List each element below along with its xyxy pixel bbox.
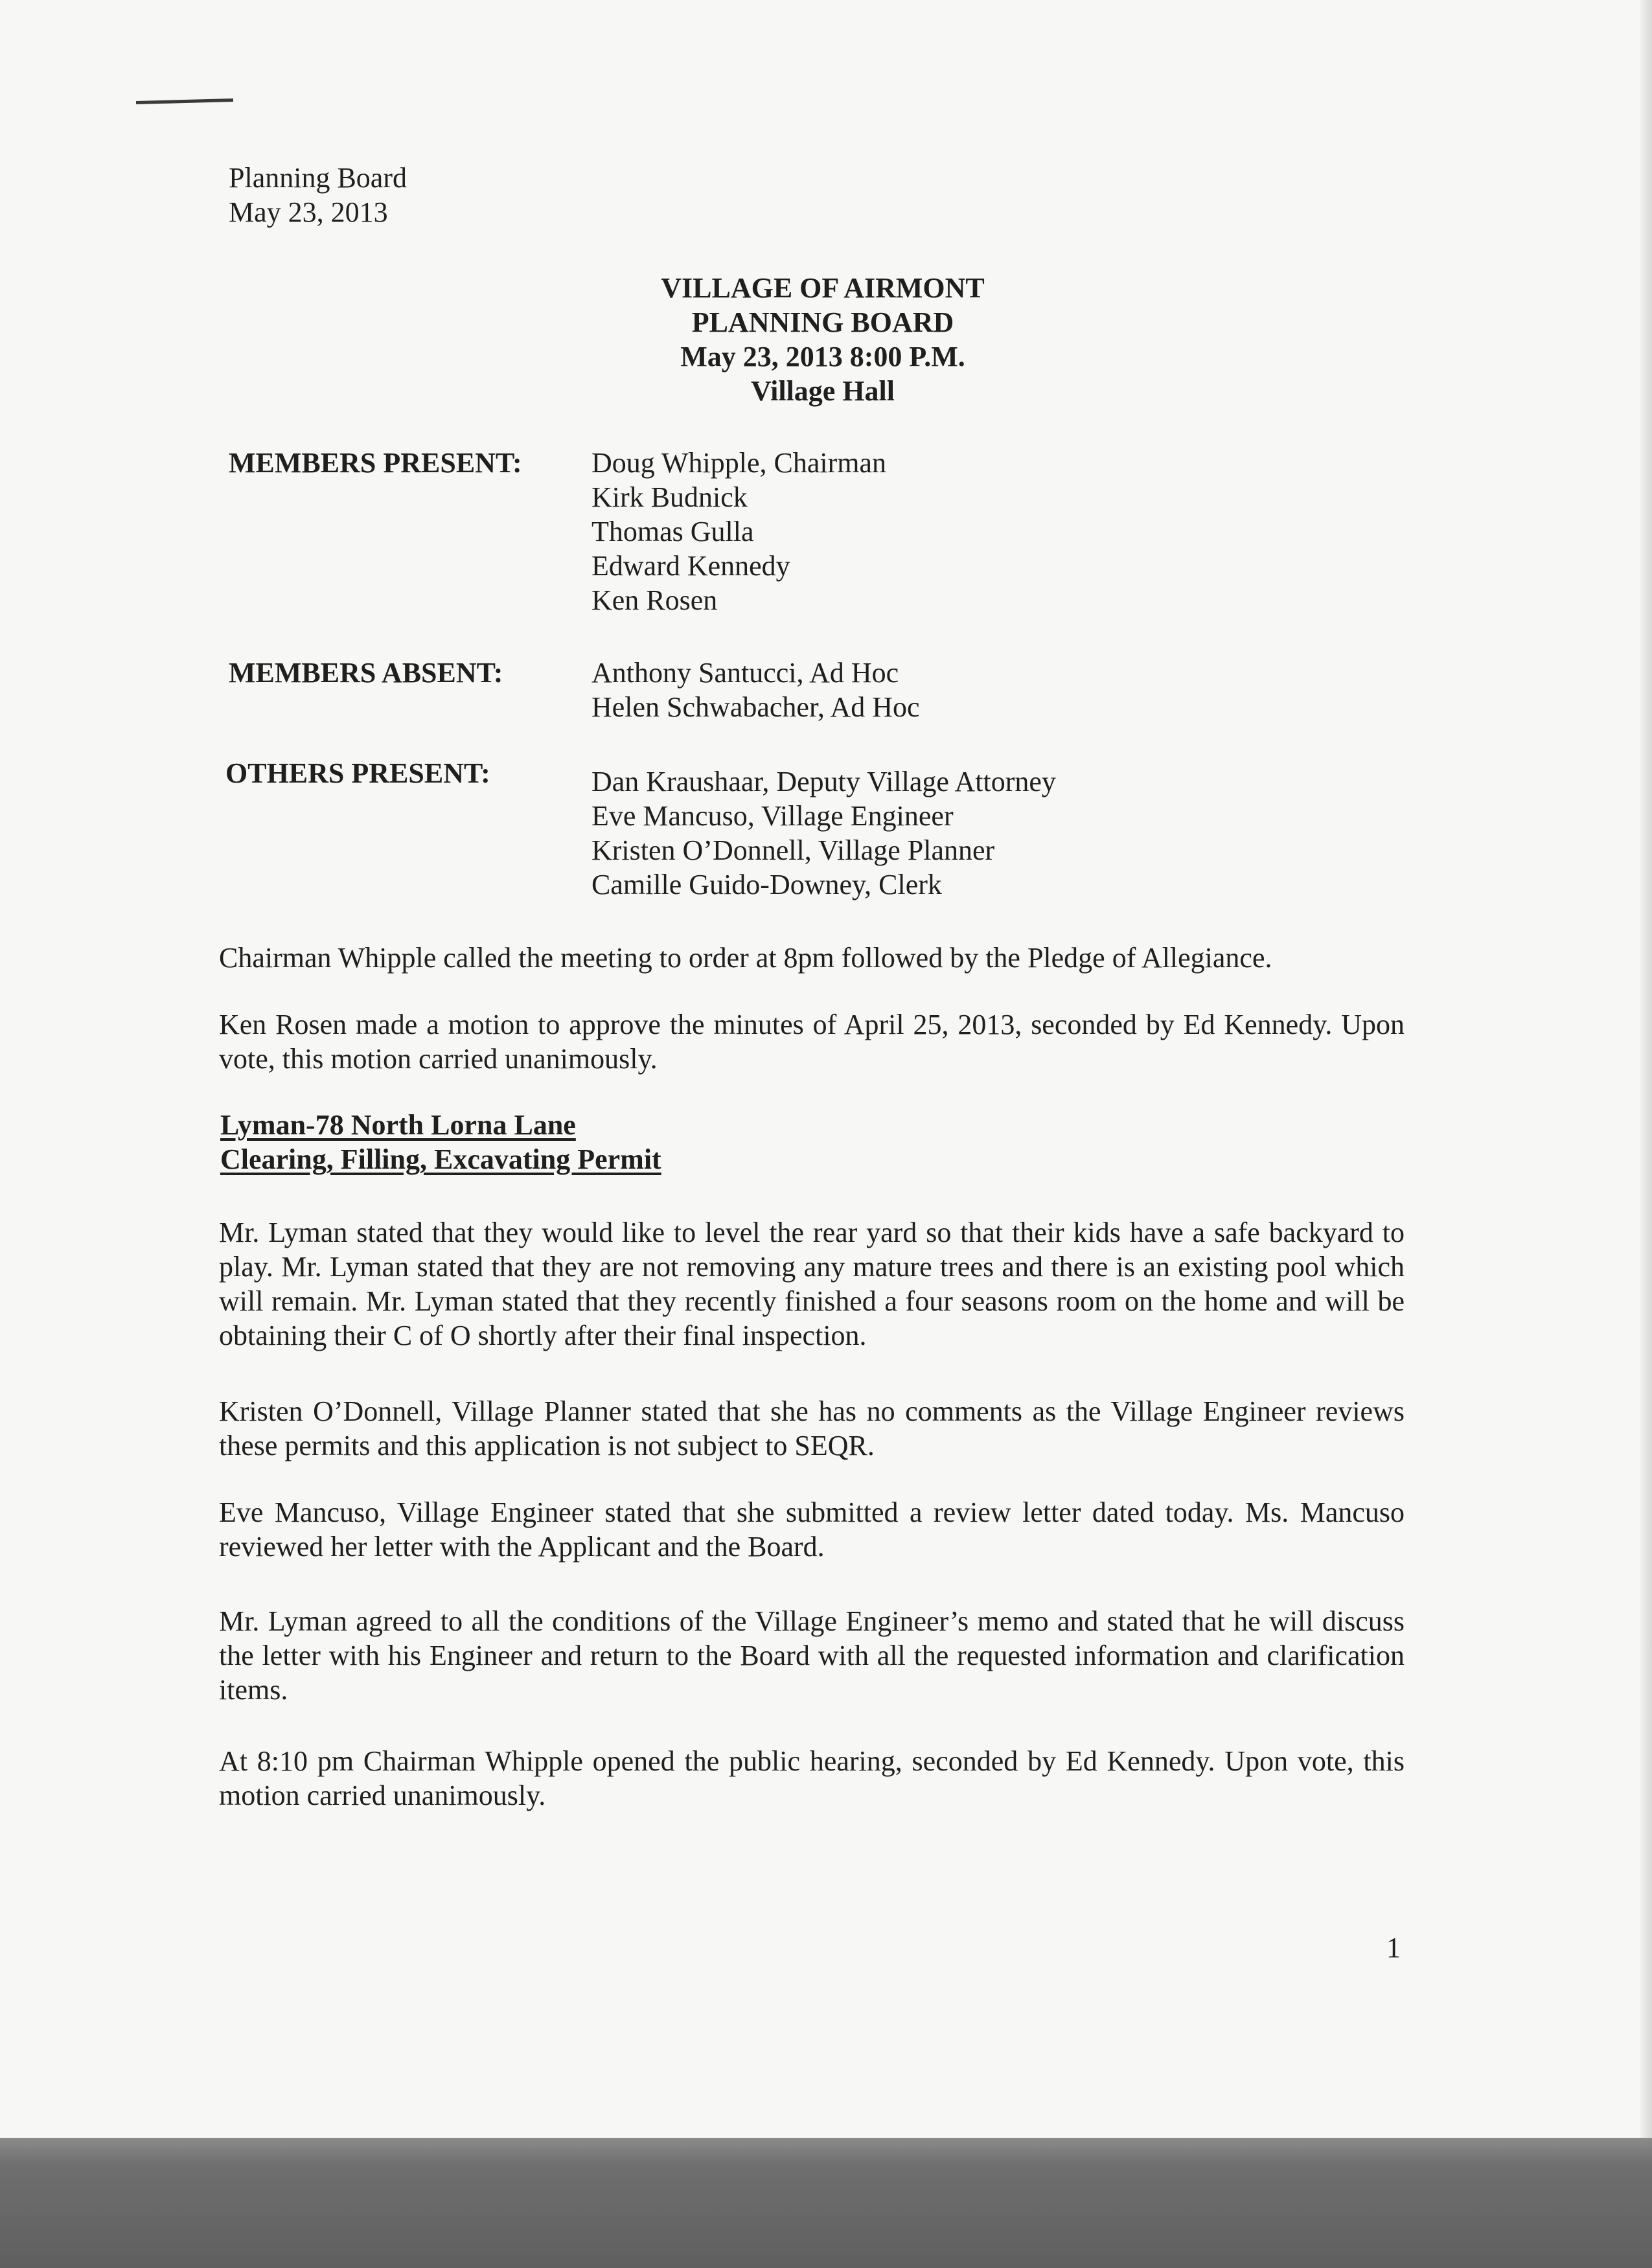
member-present-item: Ken Rosen <box>591 584 718 616</box>
member-absent-item: Helen Schwabacher, Ad Hoc <box>591 691 920 723</box>
paragraph-applicant-statement: Mr. Lyman stated that they would like to level the rear yard so that their kids have a safe backyard to play. Mr. Lyman stated that they are not removing any mature trees and there is an existing pool which will remain. Mr. Lyman stated that they recently finished a four seasons room on the home and will be obtaining their C of O shortly after their final inspection. <box>219 1217 1405 1351</box>
title-location: Village Hall <box>750 375 895 407</box>
section-title: Lyman-78 North Lorna Lane <box>220 1109 576 1141</box>
other-present-item: Kristen O’Donnell, Village Planner <box>591 834 995 866</box>
header-board-name: Planning Board <box>229 162 407 194</box>
page-number: 1 <box>1386 1932 1401 1964</box>
paragraph-minutes-motion: Ken Rosen made a motion to approve the minutes of April 25, 2013, seconded by Ed Kennedy. Upon vote, this motion carried unanimously. <box>219 1009 1405 1075</box>
paragraph-public-hearing: At 8:10 pm Chairman Whipple opened the public hearing, seconded by Ed Kennedy. Upon vote, this motion carried unanimously. <box>219 1745 1405 1811</box>
others-present-label: OTHERS PRESENT: <box>225 757 490 789</box>
member-present-item: Doug Whipple, Chairman <box>591 447 886 479</box>
member-present-item: Edward Kennedy <box>591 550 790 582</box>
title-datetime: May 23, 2013 8:00 P.M. <box>680 341 965 372</box>
section-subtitle: Clearing, Filling, Excavating Permit <box>220 1143 661 1175</box>
members-absent-label: MEMBERS ABSENT: <box>229 657 503 689</box>
member-present-item: Thomas Gulla <box>591 516 754 547</box>
members-present-label: MEMBERS PRESENT: <box>229 447 522 479</box>
other-present-item: Eve Mancuso, Village Engineer <box>591 800 954 832</box>
member-absent-item: Anthony Santucci, Ad Hoc <box>591 657 899 689</box>
member-present-item: Kirk Budnick <box>591 481 748 513</box>
header-date: May 23, 2013 <box>229 196 388 228</box>
page-edge-shadow <box>1640 0 1652 2138</box>
title-village: VILLAGE OF AIRMONT <box>661 272 985 304</box>
title-board: PLANNING BOARD <box>691 306 954 338</box>
other-present-item: Camille Guido-Downey, Clerk <box>591 869 942 900</box>
scanner-bed-edge <box>0 2138 1652 2268</box>
paragraph-engineer-review: Eve Mancuso, Village Engineer stated that she submitted a review letter dated today. Ms. Mancuso reviewed her letter with the Applicant and the Board. <box>219 1496 1405 1563</box>
paragraph-call-to-order: Chairman Whipple called the meeting to order at 8pm followed by the Pledge of Allegiance. <box>219 942 1272 974</box>
paragraph-planner-comment: Kristen O’Donnell, Village Planner stated that she has no comments as the Village Engineer reviews these permits and this application is not subject to SEQR. <box>219 1395 1405 1461</box>
paragraph-applicant-agreement: Mr. Lyman agreed to all the conditions of the Village Engineer’s memo and stated that he will discuss the letter with his Engineer and return to the Board with all the requested information and clarification items. <box>219 1605 1405 1706</box>
other-present-item: Dan Kraushaar, Deputy Village Attorney <box>591 766 1056 797</box>
